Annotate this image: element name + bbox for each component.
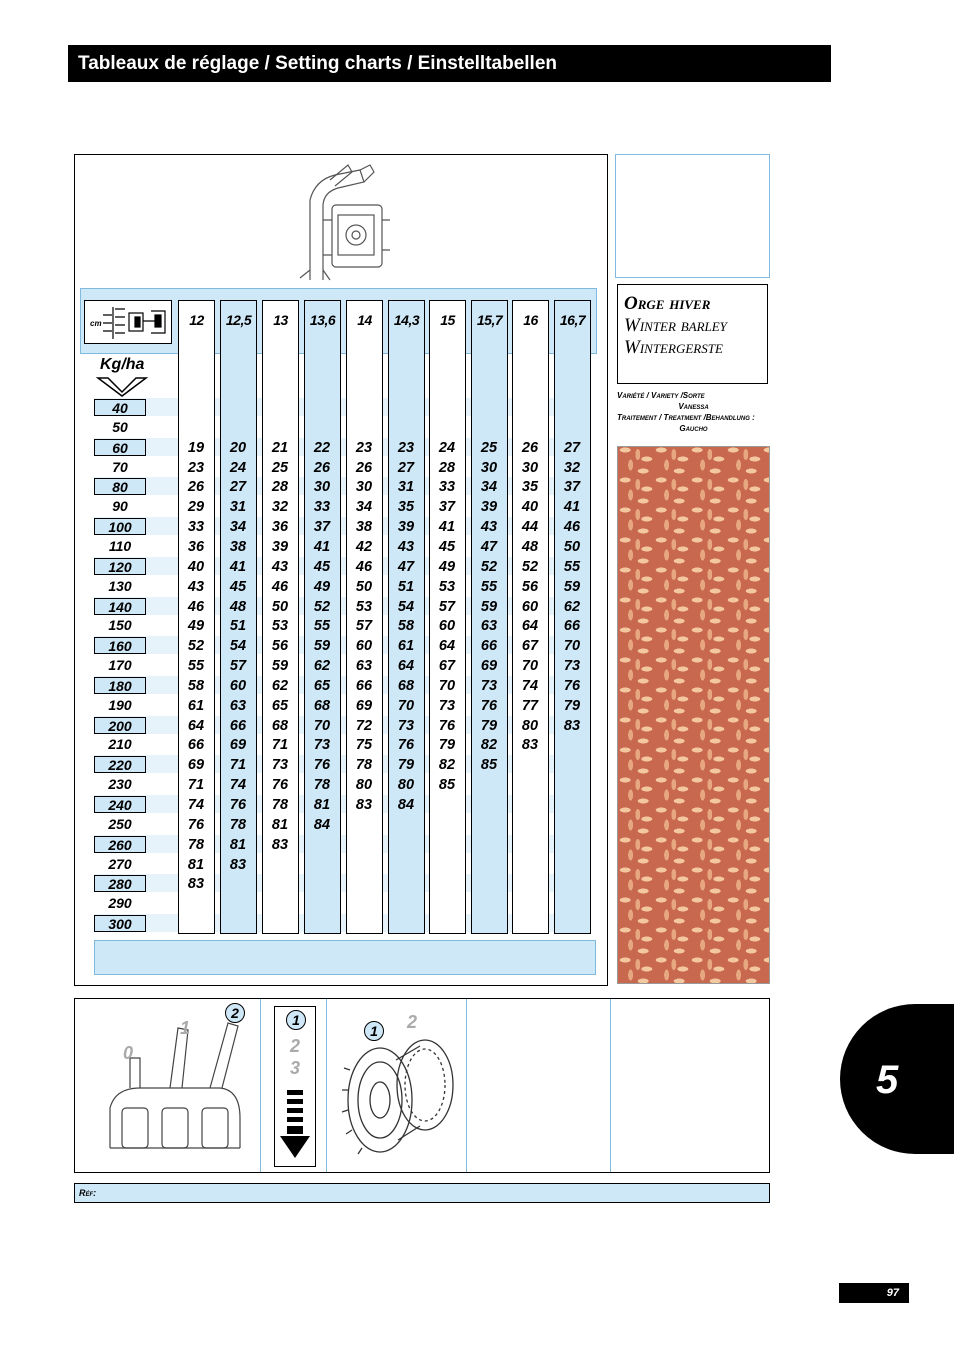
- table-cell: 47: [397, 558, 415, 575]
- table-cell: 82: [480, 737, 498, 754]
- table-cell: 71: [229, 757, 247, 774]
- table-cell: 61: [397, 638, 415, 655]
- kg-ha-label: Kg/ha: [100, 356, 145, 373]
- table-cell: 30: [521, 459, 539, 476]
- table-cell: 76: [397, 737, 415, 754]
- kg-ha-row-label: 60: [94, 439, 146, 456]
- table-cell: 38: [229, 538, 247, 555]
- lever-drawing: [100, 1018, 255, 1168]
- flow-position-2: 2: [290, 1036, 301, 1056]
- table-cell: 68: [271, 717, 289, 734]
- table-cell: 69: [480, 658, 498, 675]
- reference-bar: [74, 1183, 770, 1203]
- table-cell: 23: [355, 439, 373, 456]
- kg-ha-row-label: 200: [94, 717, 146, 734]
- crop-name-en: Winter barley: [624, 315, 727, 336]
- table-cell: 26: [521, 439, 539, 456]
- table-cell: 66: [355, 677, 373, 694]
- table-cell: 66: [229, 717, 247, 734]
- table-cell: 76: [187, 816, 205, 833]
- lever-position-selected: 2: [225, 1003, 245, 1023]
- flow-position-3: 3: [290, 1058, 301, 1078]
- table-cell: 64: [438, 638, 456, 655]
- table-cell: 49: [187, 618, 205, 635]
- table-cell: 55: [187, 658, 205, 675]
- settings-divider: [610, 999, 611, 1172]
- table-cell: 52: [480, 558, 498, 575]
- table-cell: 43: [397, 538, 415, 555]
- table-cell: 43: [271, 558, 289, 575]
- table-cell: 79: [397, 757, 415, 774]
- table-cell: 54: [229, 638, 247, 655]
- table-cell: 59: [480, 598, 498, 615]
- chart-footer-band: [94, 940, 596, 975]
- table-cell: 64: [521, 618, 539, 635]
- lever-position-1: 1: [180, 1018, 191, 1038]
- table-cell: 49: [438, 558, 456, 575]
- crop-name-fr: Orge hiver: [624, 293, 711, 314]
- table-cell: 40: [187, 558, 205, 575]
- table-cell: 81: [271, 816, 289, 833]
- table-cell: 83: [521, 737, 539, 754]
- table-cell: 39: [271, 538, 289, 555]
- table-cell: 49: [313, 578, 331, 595]
- table-cell: 68: [313, 697, 331, 714]
- table-cell: 46: [563, 519, 581, 536]
- settings-divider: [326, 999, 327, 1172]
- table-cell: 19: [187, 439, 205, 456]
- table-cell: 78: [187, 836, 205, 853]
- table-cell: 73: [480, 677, 498, 694]
- table-cell: 69: [355, 697, 373, 714]
- table-cell: 33: [187, 519, 205, 536]
- table-cell: 45: [438, 538, 456, 555]
- table-cell: 70: [397, 697, 415, 714]
- table-cell: 73: [397, 717, 415, 734]
- table-cell: 82: [438, 757, 456, 774]
- column-header: 13,6: [309, 312, 336, 328]
- kg-ha-row-label: 90: [112, 498, 128, 515]
- table-cell: 37: [438, 499, 456, 516]
- table-cell: 63: [355, 658, 373, 675]
- table-cell: 73: [313, 737, 331, 754]
- table-cell: 22: [313, 439, 331, 456]
- table-cell: 78: [313, 777, 331, 794]
- kg-ha-row-label: 80: [94, 478, 146, 495]
- table-cell: 52: [521, 558, 539, 575]
- table-cell: 28: [438, 459, 456, 476]
- table-cell: 81: [187, 856, 205, 873]
- table-cell: 66: [480, 638, 498, 655]
- table-cell: 43: [187, 578, 205, 595]
- table-cell: 27: [229, 479, 247, 496]
- column-header: 16: [523, 312, 538, 328]
- table-cell: 36: [271, 519, 289, 536]
- kg-ha-row-label: 240: [94, 796, 146, 813]
- table-cell: 25: [271, 459, 289, 476]
- table-cell: 80: [355, 777, 373, 794]
- table-cell: 76: [271, 777, 289, 794]
- kg-ha-row-label: 120: [94, 558, 146, 575]
- table-cell: 31: [397, 479, 415, 496]
- table-cell: 84: [313, 816, 331, 833]
- kg-ha-row-label: 160: [94, 637, 146, 654]
- table-cell: 83: [355, 797, 373, 813]
- table-cell: 56: [521, 578, 539, 595]
- table-cell: 35: [397, 499, 415, 516]
- table-cell: 33: [438, 479, 456, 496]
- column-header: 13: [273, 312, 288, 328]
- crop-name-de: Wintergerste: [624, 337, 723, 358]
- table-cell: 85: [438, 777, 456, 794]
- table-cell: 23: [187, 459, 205, 476]
- table-cell: 53: [438, 578, 456, 595]
- table-cell: 41: [438, 519, 456, 536]
- kg-ha-row-label: 230: [108, 776, 132, 793]
- table-cell: 55: [480, 578, 498, 595]
- table-cell: 60: [521, 598, 539, 615]
- column-header: 14: [357, 312, 372, 328]
- table-cell: 58: [397, 618, 415, 635]
- table-cell: 71: [271, 737, 289, 754]
- ref-label: Réf:: [79, 1188, 97, 1198]
- gauge-cm-label: cm: [90, 319, 102, 328]
- table-cell: 41: [563, 499, 581, 516]
- table-cell: 74: [229, 777, 247, 794]
- kg-ha-row-label: 270: [108, 855, 132, 872]
- flow-position-selected: 1: [286, 1010, 306, 1030]
- table-cell: 80: [397, 777, 415, 794]
- table-cell: 46: [187, 598, 205, 615]
- table-cell: 76: [229, 797, 247, 813]
- table-cell: 41: [229, 558, 247, 575]
- table-cell: 70: [313, 717, 331, 734]
- table-cell: 46: [271, 578, 289, 595]
- table-cell: 62: [271, 677, 289, 694]
- table-cell: 55: [563, 558, 581, 575]
- table-cell: 75: [355, 737, 373, 754]
- table-cell: 58: [187, 677, 205, 694]
- table-cell: 62: [313, 658, 331, 675]
- table-cell: 51: [229, 618, 247, 635]
- table-cell: 72: [355, 717, 373, 734]
- table-cell: 44: [521, 519, 539, 536]
- table-cell: 32: [563, 459, 581, 476]
- table-cell: 51: [397, 578, 415, 595]
- table-cell: 23: [397, 439, 415, 456]
- table-cell: 57: [438, 598, 456, 615]
- kg-ha-row-label: 260: [94, 836, 146, 853]
- table-cell: 64: [397, 658, 415, 675]
- table-cell: 30: [355, 479, 373, 496]
- table-cell: 78: [271, 797, 289, 813]
- table-cell: 45: [229, 578, 247, 595]
- chapter-number: 5: [876, 1058, 899, 1102]
- table-cell: 73: [563, 658, 581, 675]
- column-header: 15,7: [476, 312, 503, 328]
- table-cell: 74: [187, 797, 205, 813]
- column-header: 12,5: [225, 312, 252, 328]
- side-empty-panel: [615, 154, 770, 278]
- table-cell: 63: [229, 697, 247, 714]
- kg-ha-row-label: 250: [108, 815, 132, 832]
- kg-ha-row-label: 280: [94, 875, 146, 892]
- table-cell: 40: [521, 499, 539, 516]
- treatment-label: Traitement / Treatment /Behandlung :: [617, 413, 755, 422]
- table-cell: 76: [438, 717, 456, 734]
- table-cell: 65: [313, 677, 331, 694]
- table-cell: 35: [521, 479, 539, 496]
- down-arrow-icon: [278, 1088, 312, 1162]
- table-cell: 79: [438, 737, 456, 754]
- table-cell: 57: [355, 618, 373, 635]
- table-cell: 61: [187, 697, 205, 714]
- table-cell: 69: [187, 757, 205, 774]
- kg-ha-row-label: 220: [94, 756, 146, 773]
- table-cell: 32: [271, 499, 289, 516]
- table-cell: 80: [521, 717, 539, 734]
- table-cell: 84: [397, 797, 415, 813]
- settings-divider: [466, 999, 467, 1172]
- table-cell: 50: [355, 578, 373, 595]
- table-cell: 65: [271, 697, 289, 714]
- table-cell: 64: [187, 717, 205, 734]
- table-cell: 71: [187, 777, 205, 794]
- variety-label: Variété / Variety /Sorte: [617, 391, 705, 400]
- table-cell: 59: [271, 658, 289, 675]
- table-cell: 73: [438, 697, 456, 714]
- kg-ha-row-label: 130: [108, 577, 132, 594]
- table-cell: 83: [563, 717, 581, 734]
- column-header: 16,7: [559, 312, 586, 328]
- table-cell: 55: [313, 618, 331, 635]
- table-cell: 47: [480, 538, 498, 555]
- table-cell: 27: [397, 459, 415, 476]
- kg-ha-row-label: 150: [108, 617, 132, 634]
- table-cell: 83: [187, 876, 205, 893]
- table-cell: 20: [229, 439, 247, 456]
- table-cell: 74: [521, 677, 539, 694]
- table-cell: 60: [355, 638, 373, 655]
- table-cell: 76: [480, 697, 498, 714]
- table-cell: 83: [271, 836, 289, 853]
- kg-ha-row-label: 110: [108, 537, 132, 554]
- table-cell: 62: [563, 598, 581, 615]
- table-cell: 66: [563, 618, 581, 635]
- table-cell: 46: [355, 558, 373, 575]
- table-cell: 67: [438, 658, 456, 675]
- page-number: 97: [839, 1283, 909, 1303]
- table-cell: 34: [480, 479, 498, 496]
- kg-ha-row-label: 100: [94, 518, 146, 535]
- table-cell: 81: [229, 836, 247, 853]
- table-cell: 85: [480, 757, 498, 774]
- metering-unit-drawing: [290, 160, 400, 285]
- wheel-position-2: 2: [407, 1012, 418, 1032]
- kg-ha-row-label: 210: [108, 736, 132, 753]
- table-cell: 78: [229, 816, 247, 833]
- table-cell: 69: [229, 737, 247, 754]
- table-cell: 54: [397, 598, 415, 615]
- table-cell: 24: [438, 439, 456, 456]
- variety-value: Vanessa: [678, 402, 709, 411]
- table-cell: 70: [563, 638, 581, 655]
- barley-grain-photo: [617, 446, 770, 984]
- table-cell: 50: [563, 538, 581, 555]
- table-cell: 25: [480, 439, 498, 456]
- table-cell: 50: [271, 598, 289, 615]
- table-cell: 73: [271, 757, 289, 774]
- table-cell: 79: [563, 697, 581, 714]
- table-cell: 21: [271, 439, 289, 456]
- table-cell: 70: [521, 658, 539, 675]
- page-title: Tableaux de réglage / Setting charts / Einstelltabellen: [68, 45, 831, 82]
- kg-ha-arrow-icon: [96, 376, 148, 398]
- column-header: 12: [189, 312, 204, 328]
- settings-divider: [260, 999, 261, 1172]
- table-cell: 24: [229, 459, 247, 476]
- table-cell: 48: [521, 538, 539, 555]
- table-cell: 76: [313, 757, 331, 774]
- kg-ha-row-label: 180: [94, 677, 146, 694]
- table-cell: 26: [313, 459, 331, 476]
- table-cell: 36: [187, 538, 205, 555]
- kg-ha-row-label: 170: [108, 657, 132, 674]
- seed-gauge-icon: [84, 300, 172, 344]
- table-cell: 48: [229, 598, 247, 615]
- table-cell: 59: [563, 578, 581, 595]
- table-cell: 67: [521, 638, 539, 655]
- table-cell: 76: [563, 677, 581, 694]
- kg-ha-row-label: 140: [94, 598, 146, 615]
- table-cell: 34: [355, 499, 373, 516]
- table-cell: 52: [313, 598, 331, 615]
- kg-ha-row-label: 50: [112, 418, 128, 435]
- table-cell: 60: [438, 618, 456, 635]
- table-cell: 45: [313, 558, 331, 575]
- table-cell: 37: [313, 519, 331, 536]
- table-cell: 29: [187, 499, 205, 516]
- table-cell: 33: [313, 499, 331, 516]
- crop-name-box: [617, 284, 768, 384]
- table-cell: 31: [229, 499, 247, 516]
- table-cell: 38: [355, 519, 373, 536]
- table-cell: 59: [313, 638, 331, 655]
- kg-ha-row-label: 70: [112, 458, 128, 475]
- table-cell: 83: [229, 856, 247, 873]
- table-cell: 66: [187, 737, 205, 754]
- kg-ha-row-label: 290: [108, 895, 132, 912]
- table-cell: 39: [397, 519, 415, 536]
- table-cell: 30: [480, 459, 498, 476]
- lever-position-0: 0: [123, 1043, 134, 1063]
- table-cell: 26: [355, 459, 373, 476]
- table-cell: 63: [480, 618, 498, 635]
- table-cell: 37: [563, 479, 581, 496]
- table-cell: 27: [563, 439, 581, 456]
- table-cell: 52: [187, 638, 205, 655]
- kg-ha-row-label: 40: [94, 399, 146, 416]
- column-header: 14,3: [393, 312, 420, 328]
- column-header: 15: [440, 312, 455, 328]
- table-cell: 41: [313, 538, 331, 555]
- table-cell: 70: [438, 677, 456, 694]
- table-cell: 34: [229, 519, 247, 536]
- kg-ha-row-label: 300: [94, 915, 146, 932]
- treatment-value: Gaucho: [679, 424, 708, 433]
- table-cell: 57: [229, 658, 247, 675]
- table-cell: 39: [480, 499, 498, 516]
- kg-ha-row-label: 190: [108, 696, 132, 713]
- table-cell: 77: [521, 697, 539, 714]
- metering-wheel-drawing: [340, 1030, 465, 1160]
- table-cell: 68: [397, 677, 415, 694]
- table-cell: 56: [271, 638, 289, 655]
- variety-info: [617, 390, 770, 438]
- table-cell: 81: [313, 797, 331, 813]
- table-cell: 30: [313, 479, 331, 496]
- table-cell: 60: [229, 677, 247, 694]
- table-cell: 42: [355, 538, 373, 555]
- table-cell: 26: [187, 479, 205, 496]
- table-cell: 79: [480, 717, 498, 734]
- table-cell: 53: [271, 618, 289, 635]
- table-cell: 78: [355, 757, 373, 774]
- table-cell: 43: [480, 519, 498, 536]
- wheel-position-selected: 1: [364, 1021, 384, 1041]
- table-cell: 28: [271, 479, 289, 496]
- table-cell: 53: [355, 598, 373, 615]
